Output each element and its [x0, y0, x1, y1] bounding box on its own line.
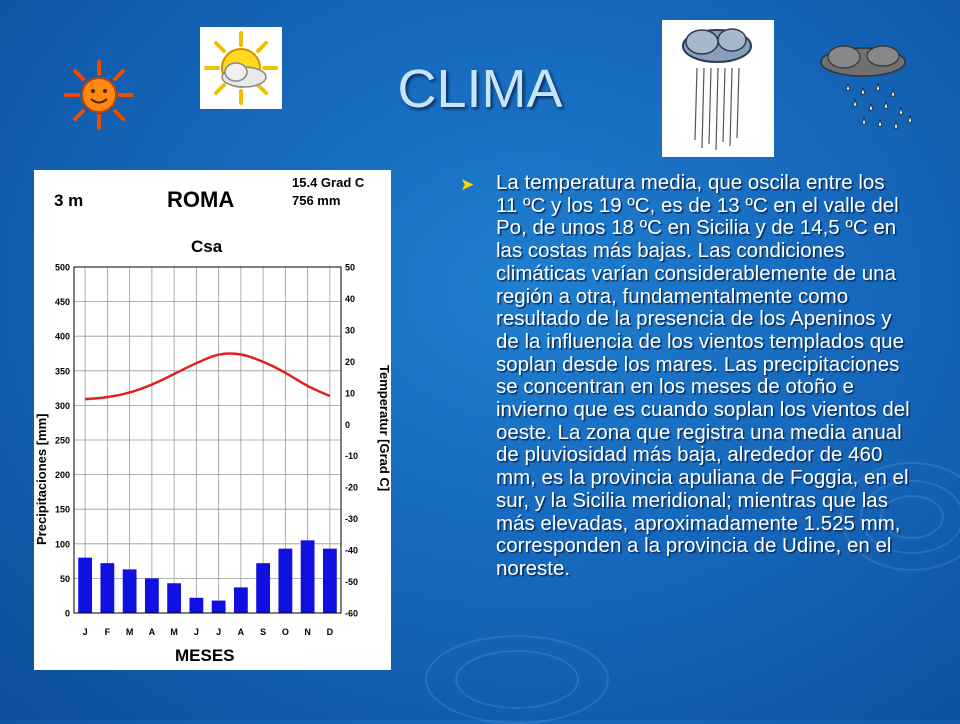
x-tick-label: S [260, 627, 267, 637]
y-tick-label: 150 [54, 504, 70, 515]
x-tick-label: J [82, 627, 88, 637]
x-tick-label: D [326, 627, 334, 637]
y2-tick-label: -30 [345, 514, 359, 525]
storm-cloud-icon [662, 20, 774, 157]
y-tick-label: 500 [54, 262, 70, 273]
temperature-series-line [85, 354, 330, 400]
y2-tick-label: -40 [345, 545, 359, 556]
chart-elevation: 3 m [54, 191, 84, 210]
precipitation-bar [78, 558, 92, 613]
precipitation-bar [323, 549, 337, 613]
body-text [460, 172, 910, 581]
x-tick-label: J [193, 627, 199, 637]
y-tick-label: 350 [54, 366, 70, 377]
precipitation-bar [100, 563, 114, 613]
precipitation-bar [256, 563, 270, 613]
y-tick-label: 50 [59, 573, 70, 584]
chart-mean-temp: 15.4 Grad C [292, 175, 365, 190]
y-tick-label: 0 [64, 608, 70, 619]
sun-icon [62, 58, 136, 132]
y-tick-label: 300 [54, 400, 70, 411]
y2-tick-label: 0 [345, 419, 351, 430]
y-tick-label: 250 [54, 435, 70, 446]
bullet-paragraph: La temperatura media, que oscila entre los 11 ºC y los 19 ºC, es de 13 ºC en el valle del Po, de unos 18 ºC en Sicilia y de 14,5 ºC en las costas más bajas. Las condiciones climáticas varían considerablemente de una región a otra, fundamentalmente como resultado de la presencia de los Apeninos y de la influencia de los vientos templados que soplan desde los mares. Las precipitaciones se concentran en los meses de otoño e invierno que es cuando soplan los vientos del oeste. La zona que registra una media anual de pluviosidad más baja, alrededor de 460 mm, es la provincia apuliana de Foggia, en el sur, y la Sicilia meridional; mientras que las más elevadas, aproximadamente 1.525 mm, corresponden a la provincia de Udine, en el noreste. [496, 171, 910, 580]
precipitation-bar [234, 587, 248, 613]
precipitation-bar [278, 549, 292, 613]
y-tick-label: 450 [54, 297, 70, 308]
x-tick-label: M [170, 627, 178, 637]
x-tick-label: F [104, 627, 111, 637]
chart-y2-axis-label: Temperatur [Grad C] [377, 365, 391, 492]
x-tick-label: O [281, 627, 289, 637]
chart-annual-precip: 756 mm [292, 193, 341, 208]
climate-chart [34, 170, 391, 670]
chart-x-axis-label: MESES [175, 646, 235, 665]
x-tick-label: N [304, 627, 311, 637]
y2-tick-label: 10 [345, 388, 356, 399]
precipitation-bar [167, 583, 181, 613]
chart-station: ROMA [167, 187, 235, 212]
x-tick-label: M [125, 627, 134, 637]
y-tick-label: 100 [54, 539, 70, 550]
y2-tick-label: -10 [345, 451, 359, 462]
chart-climate-code: Csa [191, 237, 223, 256]
y2-tick-label: 30 [345, 325, 356, 336]
y2-tick-label: -60 [345, 608, 359, 619]
y2-tick-label: 20 [345, 356, 356, 367]
slide-title: CLIMA [397, 59, 563, 119]
y-tick-label: 200 [54, 470, 70, 481]
y2-tick-label: -50 [345, 577, 359, 588]
y2-tick-label: 50 [345, 262, 356, 273]
arrow-bullet-icon: ➤ [460, 175, 475, 194]
y2-tick-label: -20 [345, 482, 359, 493]
precipitation-bar [145, 578, 159, 613]
y2-tick-label: 40 [345, 293, 356, 304]
y-tick-label: 400 [54, 331, 70, 342]
precipitation-bar [189, 598, 203, 613]
x-tick-label: J [216, 627, 222, 637]
sun-cloud-icon [200, 27, 282, 109]
precipitation-bar [301, 540, 315, 613]
precipitation-bar [123, 569, 137, 613]
precipitation-bar [212, 601, 226, 613]
x-tick-label: A [237, 627, 245, 637]
chart-y-axis-label: Precipitaciones [mm] [34, 413, 49, 545]
rain-cloud-icon [808, 40, 928, 132]
x-tick-label: A [148, 627, 156, 637]
